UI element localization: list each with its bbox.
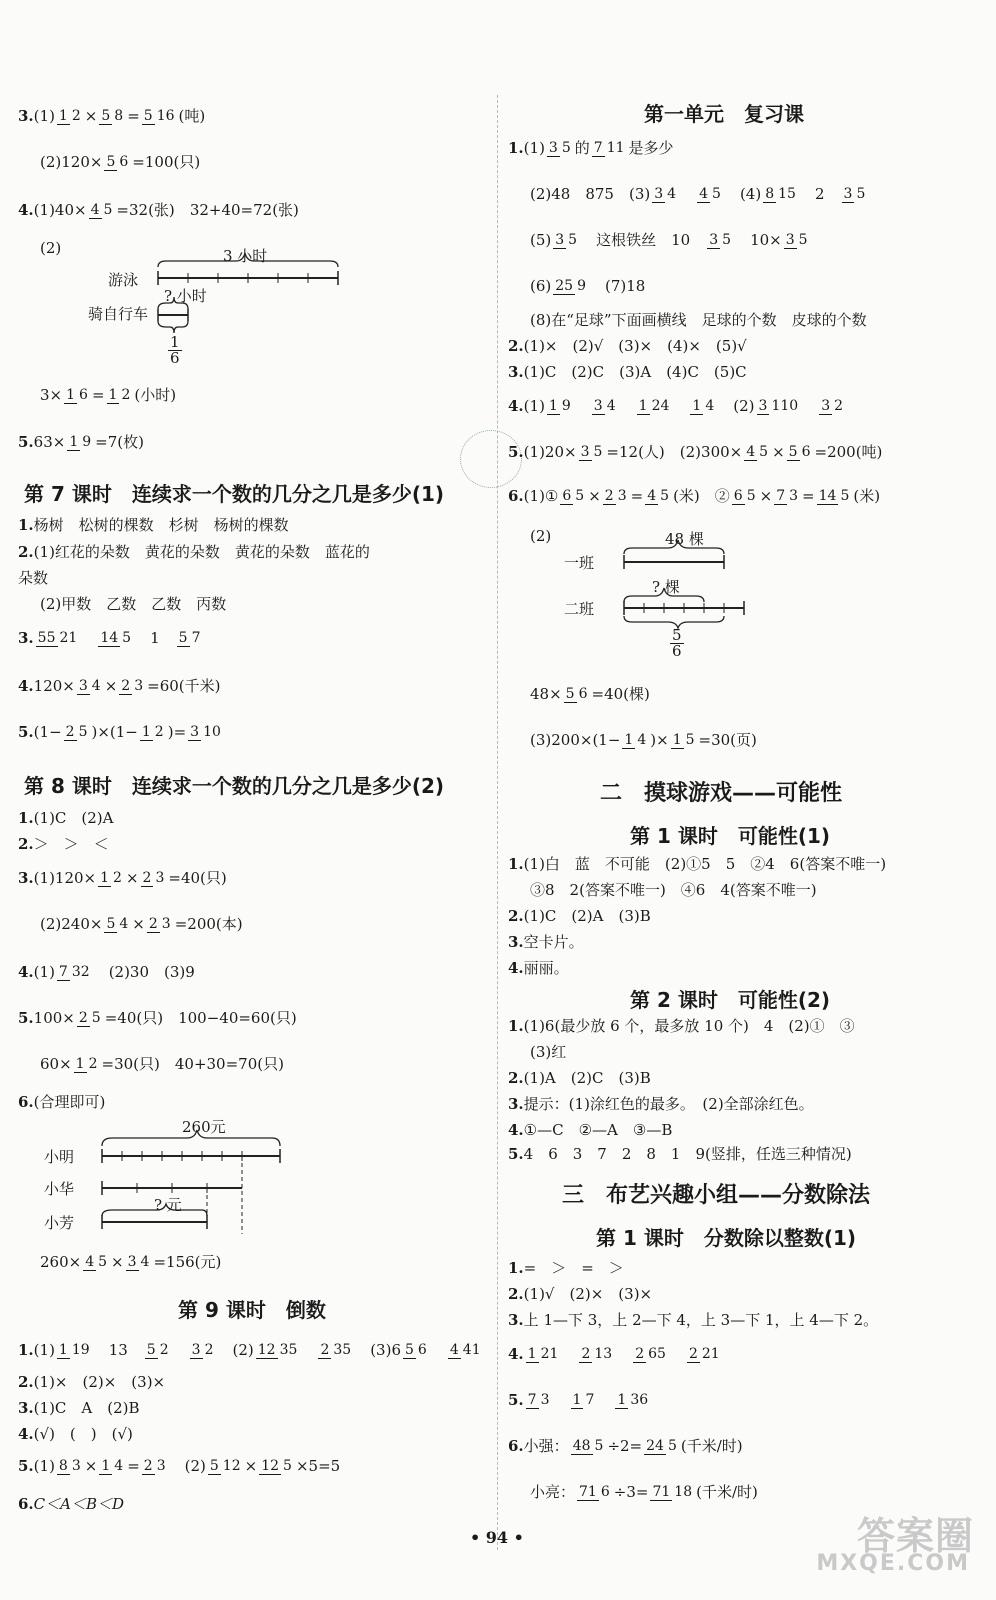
unit3-heading: 三 布艺兴趣小组——分数除法 xyxy=(562,1183,871,1208)
p1-q1: 1.(1)白 蓝 不可能 (2)①5 5 ②4 6(答案不唯一) xyxy=(508,855,887,873)
watermark-logo: 答案圈 xyxy=(856,1514,974,1558)
watermark-url: MXQE.COM xyxy=(816,1551,970,1576)
unit2-heading: 二 摸球游戏——可能性 xyxy=(600,781,843,806)
l8-q1: 1.(1)C (2)A xyxy=(18,809,114,827)
r4: 4.(1) 1 9 3 4 1 24 1 4 (2) 3 110 3 2 xyxy=(508,397,844,415)
diagram2-lines xyxy=(42,1116,302,1240)
l-q4-2: (2) xyxy=(40,239,62,257)
l7-q4: 4.120× 3 4 × 2 3 =60(千米) xyxy=(18,677,221,695)
l8-q6: 6.(合理即可) xyxy=(18,1093,106,1111)
c1-q2: 2.(1)√ (2)× (3)× xyxy=(508,1285,653,1303)
r1-l5: (8)在“足球”下面画横线 足球的个数 皮球的个数 xyxy=(530,311,867,329)
r-calc3: 48× 5 6 =40(棵) xyxy=(530,685,650,703)
p1-q1b: ③8 2(答案不唯一) ④6 4(答案不唯一) xyxy=(530,881,817,899)
l7-q2: 2.(1)红花的朵数 黄花的朵数 黄花的朵数 蓝花的 xyxy=(18,543,370,561)
p2-q4: 4.①—C ②—A ③—B xyxy=(508,1121,673,1139)
l7-q2b: 朵数 xyxy=(18,569,49,587)
l9-q3: 3.(1)C A (2)B xyxy=(18,1399,140,1417)
l9-q2: 2.(1)× (2)× (3)× xyxy=(18,1373,166,1391)
p1-q4: 4.丽丽。 xyxy=(508,959,569,977)
l-calc1: 3× 1 6 = 1 2 (小时) xyxy=(40,386,177,404)
column-divider xyxy=(497,95,498,1550)
l-q4-1: 4.(1)40× 4 5 =32(张) 32+40=72(张) xyxy=(18,201,299,219)
p2-q5: 5.4 6 3 7 2 8 1 9(竖排，任选三种情况) xyxy=(508,1145,852,1163)
c1-q4: 4. 1 21 2 13 2 65 2 21 xyxy=(508,1345,720,1363)
right-column xyxy=(508,0,986,1560)
c1-q6b: 小亮： 71 6 ÷3= 71 18 (千米/时) xyxy=(530,1483,758,1501)
l7-q2c: (2)甲数 乙数 乙数 丙数 xyxy=(40,595,227,613)
l8-q2: 2.＞ ＞ ＜ xyxy=(18,835,109,853)
l8-q5b: 60× 1 2 =30(只) 40+30=70(只) xyxy=(40,1055,284,1073)
diagram-money: 260元 小明 小华 小芳 ? 元 xyxy=(42,1116,302,1240)
l9-q1: 1.(1) 1 19 13 5 2 3 2 (2) 12 35 2 35 (3)6 5 6 4 41 xyxy=(18,1341,481,1359)
l8-q3: 3.(1)120× 1 2 × 2 3 =40(只) xyxy=(18,869,227,887)
p2-q3: 3.提示：(1)涂红色的最多。 (2)全部涂红色。 xyxy=(508,1095,814,1113)
p1-q2: 2.(1)C (2)A (3)B xyxy=(508,907,651,925)
p1-heading: 第 1 课时 可能性(1) xyxy=(630,824,831,848)
c1-q1: 1.= ＞ = ＞ xyxy=(508,1259,624,1277)
p1-q3: 3.空卡片。 xyxy=(508,933,584,951)
l8-q4: 4.(1) 7 32 (2)30 (3)9 xyxy=(18,963,195,981)
unit1-heading: 第一单元 复习课 xyxy=(644,102,804,126)
section-heading-8: 第 8 课时 连续求一个数的几分之几是多少(2) xyxy=(24,774,445,798)
r1-l4: (6) 25 9 (7)18 xyxy=(530,277,646,295)
l8-q5: 5.100× 2 5 =40(只) 100−40=60(只) xyxy=(18,1009,297,1027)
c1-q3: 3.上 1—下 3，上 2—下 4，上 3—下 1，上 4—下 2。 xyxy=(508,1311,879,1329)
r6-sub2: (2) xyxy=(530,527,552,545)
c1-heading: 第 1 课时 分数除以整数(1) xyxy=(596,1226,857,1250)
l-calc2: 260× 4 5 × 3 4 =156(元) xyxy=(40,1253,222,1271)
p2-heading: 第 2 课时 可能性(2) xyxy=(630,988,831,1012)
p2-q1b: (3)红 xyxy=(530,1043,567,1061)
r1-l3: (5) 3 5 这根铁丝 10 3 5 10× 3 5 xyxy=(530,231,808,249)
r1-l2: (2)48 875 (3) 3 4 4 5 (4) 8 15 2 3 5 xyxy=(530,185,866,203)
l-q3-1: 3.(1) 1 2 × 5 8 = 5 16 (吨) xyxy=(18,107,206,125)
c1-q6: 6.小强： 48 5 ÷2= 24 5 (千米/时) xyxy=(508,1437,743,1455)
p2-q1: 1.(1)6(最少放 6 个，最多放 10 个) 4 (2)① ③ xyxy=(508,1017,855,1035)
r5: 5.(1)20× 3 5 =12(人) (2)300× 4 5 × 5 6 =200(吨) xyxy=(508,443,883,461)
l9-q5: 5.(1) 8 3 × 1 4 = 2 3 (2) 5 12 × 12 5 ×5=5 xyxy=(18,1457,341,1475)
left-column xyxy=(18,0,496,1560)
l7-q3: 3. 55 21 14 5 1 5 7 xyxy=(18,629,201,647)
r6: 6.(1)① 6 5 × 2 3 = 4 5 (米) ② 6 5 × 7 3 = 14 5 (米) xyxy=(508,487,881,505)
l9-q4: 4.(√) ( ) (√) xyxy=(18,1425,133,1443)
c1-q5: 5. 7 3 1 7 1 36 xyxy=(508,1391,649,1409)
diagram-swim-bike: 3 小时 游泳 ? 小时 骑自行车 1 6 xyxy=(88,245,388,375)
diagram-trees: 48 棵 一班 ? 棵 二班 5 6 xyxy=(560,528,800,668)
diagram-lines xyxy=(88,245,388,375)
p2-q2: 2.(1)A (2)C (3)B xyxy=(508,1069,651,1087)
r2: 2.(1)× (2)√ (3)× (4)× (5)√ xyxy=(508,337,747,355)
l-q3-2: (2)120× 5 6 =100(只) xyxy=(40,153,201,171)
section-heading-7: 第 7 课时 连续求一个数的几分之几是多少(1) xyxy=(24,482,445,506)
l7-q1: 1.杨树 松树的棵数 杉树 杨树的棵数 xyxy=(18,516,289,534)
l9-q6: 6.C＜A＜B＜D xyxy=(18,1495,125,1513)
r1-l1: 1.(1) 3 5 的 7 11 是多少 xyxy=(508,139,674,157)
page-number: • 94 • xyxy=(470,1528,524,1547)
r3: 3.(1)C (2)C (3)A (4)C (5)C xyxy=(508,363,747,381)
section-heading-9: 第 9 课时 倒数 xyxy=(178,1298,326,1322)
r-calc4: (3)200×(1− 1 4 )× 1 5 =30(页) xyxy=(530,731,757,749)
l-q5: 5.63× 1 9 =7(枚) xyxy=(18,433,144,451)
l7-q5: 5.(1− 2 5 )×(1− 1 2 )= 3 10 xyxy=(18,723,221,741)
l8-q3b: (2)240× 5 4 × 2 3 =200(本) xyxy=(40,915,243,933)
